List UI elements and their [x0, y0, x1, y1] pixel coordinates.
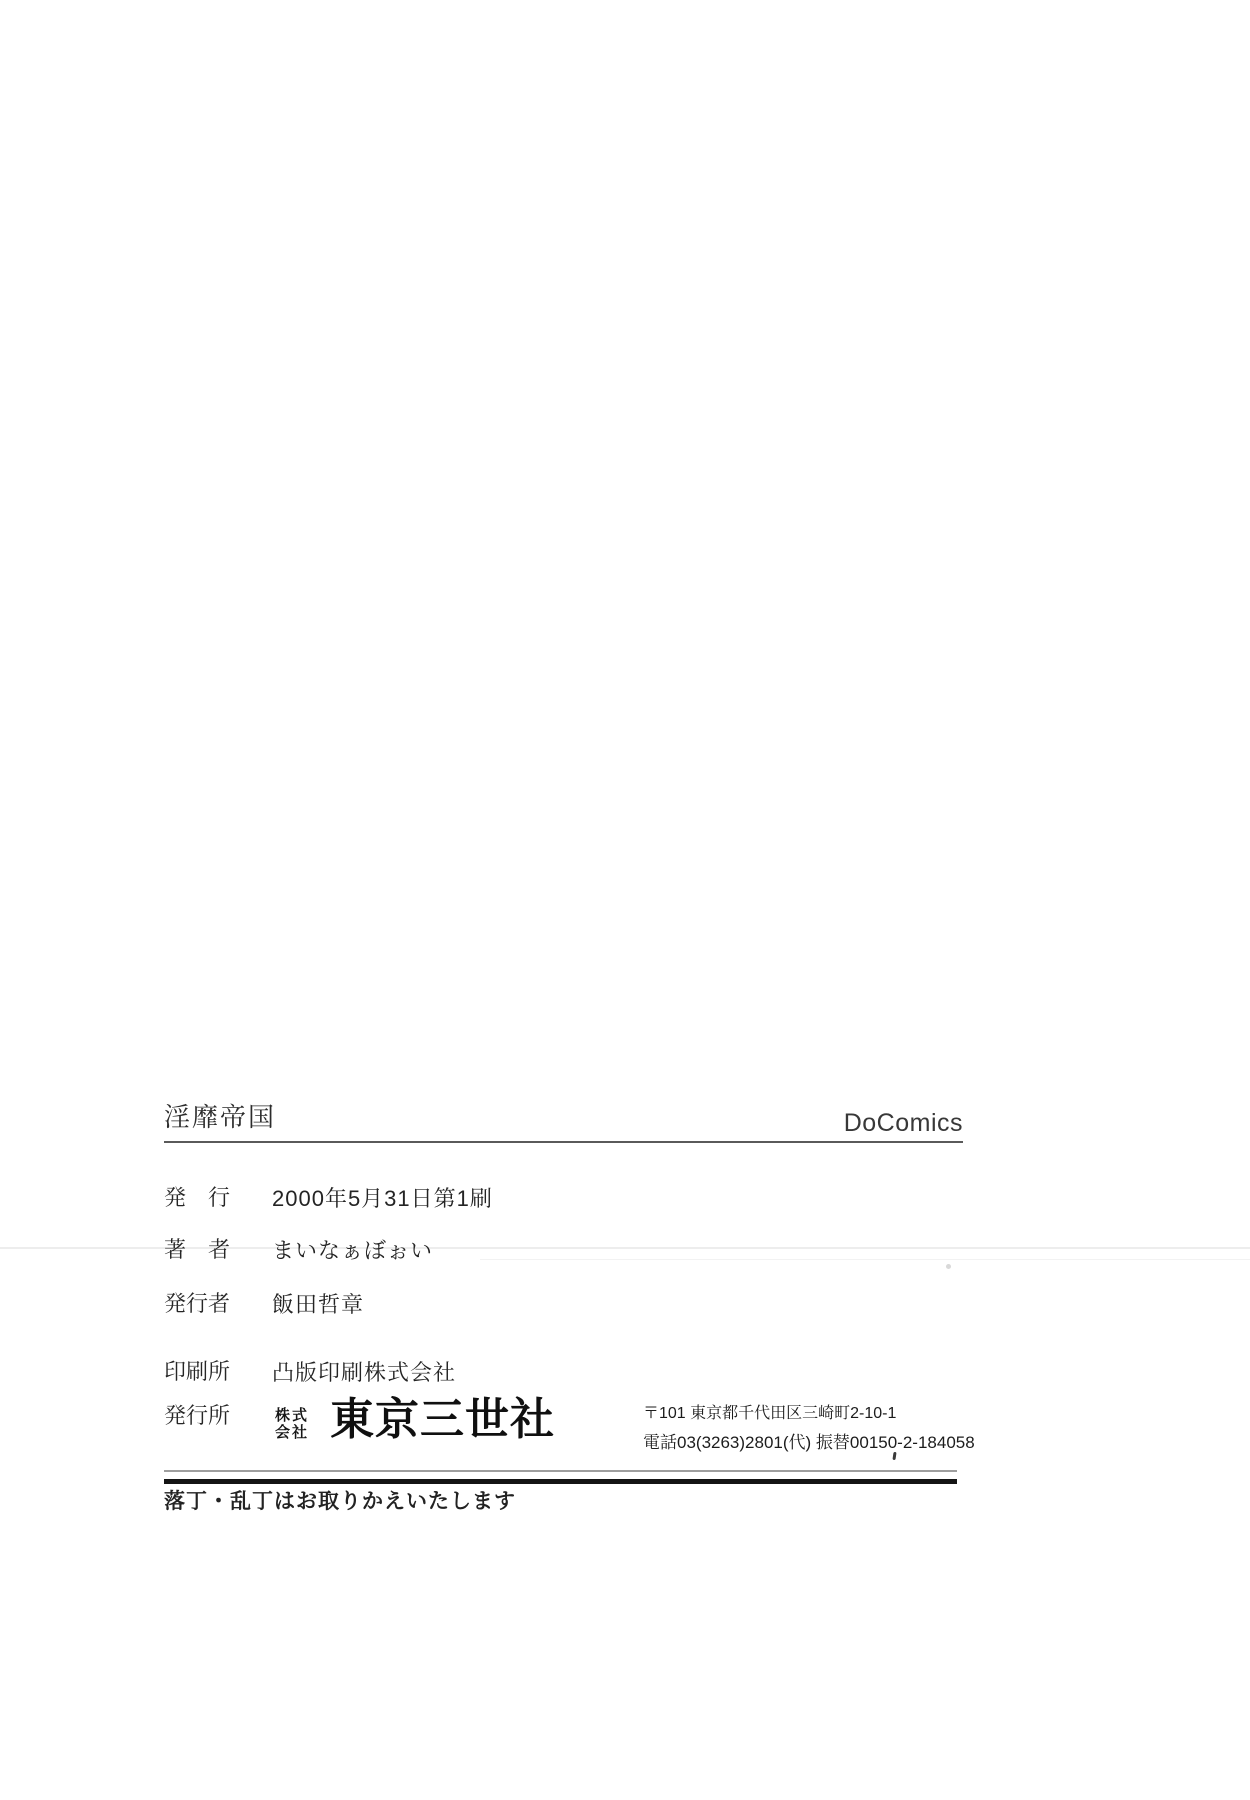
publisher-name: 東京三世社 — [330, 1395, 555, 1444]
row-value-author: まいなぁぼぉい — [272, 1238, 434, 1263]
scan-dust-speck — [946, 1264, 951, 1269]
scan-ink-speck — [892, 1452, 896, 1460]
publisher-phone: 電話03(3263)2801(代) 振替00150-2-184058 — [643, 1433, 975, 1452]
row-value-publisher-person: 飯田哲章 — [272, 1292, 365, 1317]
footer-rule-thick — [164, 1479, 957, 1484]
corp-prefix-line2: 会社 — [275, 1424, 310, 1441]
row-label-printer: 印刷所 — [164, 1360, 231, 1385]
corporation-prefix — [275, 1407, 309, 1441]
footer-note: 落丁・乱丁はお取りかえいたします — [164, 1488, 516, 1513]
header-rule — [164, 1141, 963, 1143]
scan-streak — [480, 1259, 1250, 1260]
publisher-address: 〒101 東京都千代田区三崎町2-10-1 — [643, 1405, 897, 1422]
row-label-publishing-house: 発行所 — [164, 1404, 231, 1429]
row-label-author: 著 者 — [164, 1238, 231, 1263]
footer-rule-thin — [164, 1470, 957, 1472]
book-title: 淫靡帝国 — [164, 1103, 277, 1133]
imprint-logo: DoComics — [843, 1109, 963, 1137]
row-value-published: 2000年5月31日第1刷 — [272, 1186, 493, 1211]
row-value-printer: 凸版印刷株式会社 — [272, 1360, 457, 1385]
corp-prefix-line1: 株式 — [275, 1407, 310, 1424]
row-label-published: 発 行 — [164, 1186, 231, 1211]
row-label-publisher-person: 発行者 — [164, 1292, 231, 1317]
